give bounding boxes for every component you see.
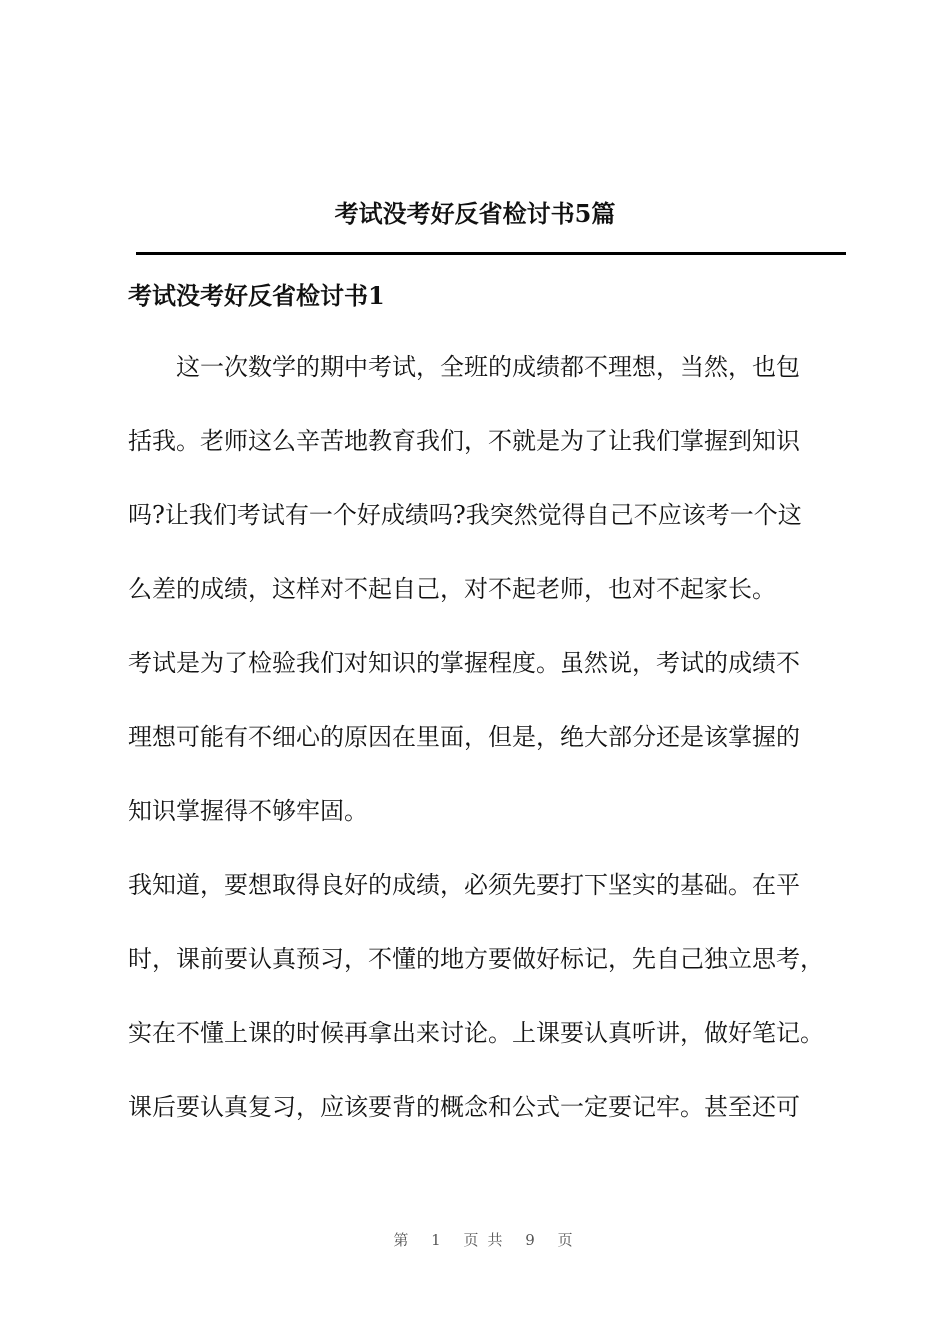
- text-line: 时，课前要认真预习，不懂的地方要做好标记，先自己独立思考，: [128, 945, 824, 973]
- paragraph-1: [128, 330, 868, 626]
- page-number-footer: 第 1 页共 9 页: [393, 1231, 582, 1249]
- text-line: 吗?让我们考试有一个好成绩吗?我突然觉得自己不应该考一个这: [128, 501, 802, 529]
- text-line: 么差的成绩，这样对不起自己，对不起老师，也对不起家长。: [128, 575, 776, 603]
- text-line: 知识掌握得不够牢固。: [128, 797, 368, 825]
- text-line: 课后要认真复习，应该要背的概念和公式一定要记牢。甚至还可: [128, 1093, 800, 1121]
- paragraph-2: [128, 626, 868, 848]
- section-heading: 考试没考好反省检讨书1: [128, 281, 385, 310]
- document-title: 考试没考好反省检讨书5篇: [334, 199, 616, 228]
- text-line: 这一次数学的期中考试，全班的成绩都不理想，当然，也包: [128, 353, 800, 381]
- text-line: 理想可能有不细心的原因在里面，但是，绝大部分还是该掌握的: [128, 723, 800, 751]
- text-line: 实在不懂上课的时候再拿出来讨论。上课要认真听讲，做好笔记。: [128, 1019, 824, 1047]
- text-line: 考试是为了检验我们对知识的掌握程度。虽然说，考试的成绩不: [128, 649, 800, 677]
- text-line: 括我。老师这么辛苦地教育我们，不就是为了让我们掌握到知识: [128, 427, 800, 455]
- text-line: 我知道，要想取得良好的成绩，必须先要打下坚实的基础。在平: [128, 871, 800, 899]
- paragraph-3: [128, 848, 868, 1144]
- title-divider: [136, 252, 846, 255]
